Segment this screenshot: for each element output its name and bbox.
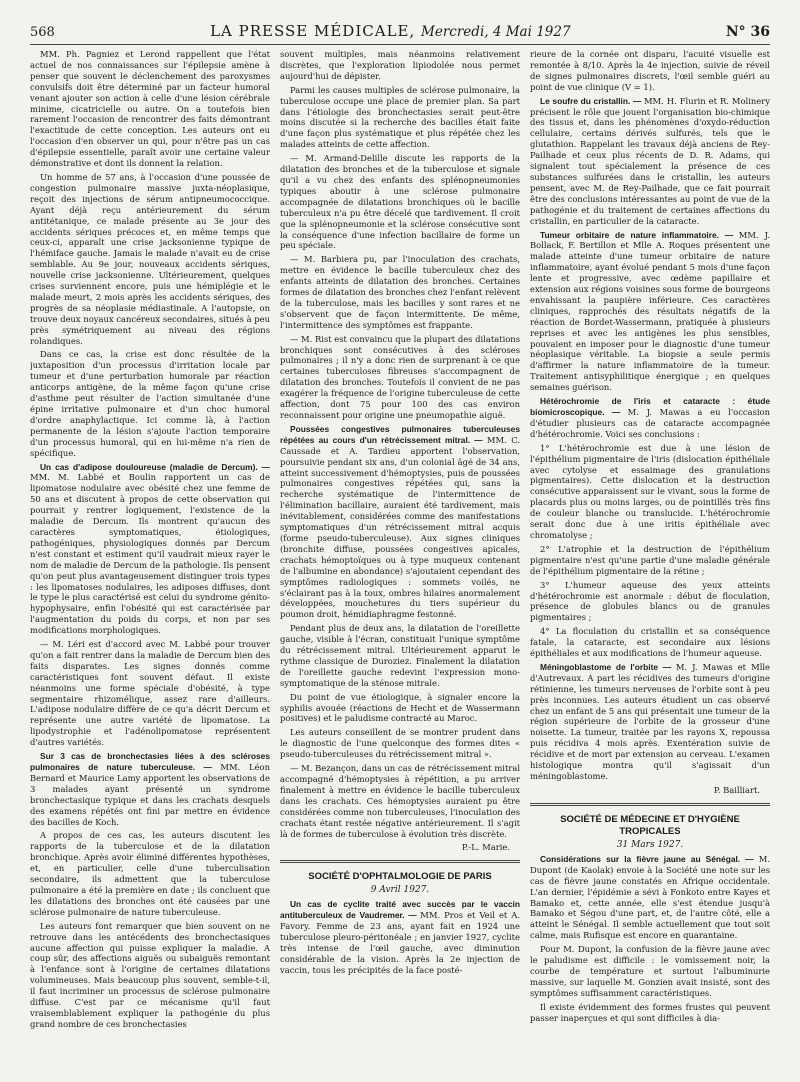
body-paragraph: — M. Léri est d'accord avec M. Labbé pour trouver qu'on a fait rentrer dans la maladie de Dercum bien des faits disparates. Les signes donnés comme caractéristiques font souvent défaut. Il existe néanmoins une forme spéciale d'obésité, à type segmentaire rhizomélique, assez rare d'ailleurs. L'adipose nodulaire diffère de ce qu'a décrit Dercum et représente une autre variété de lipomatose. La lipodystrophie et l'adénolipomatose représentent d'autres variétés. <box>30 639 270 748</box>
communication-title: Poussées congestives pulmonaires tuberculeuses répétées au cours d'un rétrécissement mitral. — <box>280 423 520 445</box>
communication-paragraph: Considérations sur la fièvre jaune au Sénégal. — M. Dupont (de Kaolak) envoie à la Société une note sur les cas de fièvre jaune constatés en Afrique occidentale. L'an dernier, l'épidémie a sévi à Fonkoto entre Kayes et Bamako et, cette année, elle s'est étendue jusqu'à Bamako et Ségou d'une part, et, de l'autre côté, elle a atteint le Sénégal. Il semble actuellement que tout soit calme, mais Rufisque est encore en quarantaine. <box>530 853 770 941</box>
communication-paragraph: Sur 3 cas de bronchectasies liées à des scléroses pulmonaires de nature tuberculeuse. — MM. Léon Bernard et Maurice Lamy apportent les observations de 3 malades ayant présenté un syndrome bronchectasique typique et dans les crachats desquels des examens répétés ont fini par mettre en évidence des bacilles de Koch. <box>30 751 270 827</box>
body-paragraph: Parmi les causes multiples de sclérose pulmonaire, la tuberculose occupe une place de premier plan. Sa part dans l'étiologie des bronchectasies serait peut-être moins discutée si la recherche des bacilles était faite d'une façon plus systématique et plus répétée chez les malades atteints de cette affection. <box>280 84 520 150</box>
body-paragraph: Un homme de 57 ans, à l'occasion d'une poussée de congestion pulmonaire massive juxta-néoplasique, reçoit des injections de sérum antipneumococcique. Ayant déjà reçu antérieurement du sérum antitétanique, ce malade présente au 3e jour des accidents sériques précoces et, en même temps que ceux-ci, apparaît une crise jacksonienne typique de l'hémiface gauche. Jamais le malade n'avait eu de crise semblable. Au 9e jour, nouveaux accidents sériques, nouvelle crise jacksonienne. Ultérieurement, quelques crises surviennent encore, puis une hémiplégie et le malade meurt, 2 mois après les accidents sériques, des progrès de sa néoplasie médiastinale. A l'autopsie, on trouve deux noyaux cancéreux secondaires, situés à peu près symétriquement au niveau des régions rolandiques. <box>30 171 270 346</box>
body-paragraph: — M. Barbiera pu, par l'inoculation des crachats, mettre en évidence le bacille tuberculeux chez des enfants atteints de dilatation des bronches. Certaines formes de dilatation des bronches chez l'enfant relèvent de la tuberculose, mais les bacilles y sont rares et ne s'observent que de façon intermittente. De même, l'intermittence des symptômes est frappante. <box>280 254 520 330</box>
issue-number: N° 36 <box>725 24 770 40</box>
communication-paragraph: Hétérochromie de l'iris et cataracte : étude biomicroscopique. — M. J. Mawas a eu l'occasion d'étudier plusieurs cas de cataracte accompagnée d'hétérochromie. Voici ses conclusions : <box>530 396 770 439</box>
communication-title: Sur 3 cas de bronchectasies liées à des scléroses pulmonaires de nature tuberculeuse. — <box>30 751 270 772</box>
body-paragraph: 1° L'hétérochromie est due à une lésion de l'épithélium pigmentaire de l'iris (dislocation épithéliale avec cytolyse et essaimage des granulations pigmentaires). Cette dislocation et la destruction consécutive apparaissent sur le vivant, sous la forme de placards plus ou moins larges, ou de pointillés très fins de couleur blanche ou translucide. L'hétérochromie serait donc due à une iritis épithéliale avec chromatolyse ; <box>530 442 770 540</box>
body-paragraph: Du point de vue étiologique, à signaler encore la syphilis avouée (réactions de Hecht et de Wassermann positives) et le paludisme contracté au Maroc. <box>280 691 520 724</box>
body-paragraph: Il existe évidemment des formes frustes qui peuvent passer inaperçues et qui sont difficiles à dia- <box>530 1001 770 1023</box>
section-rule <box>280 860 520 863</box>
society-heading: SOCIÉTÉ DE MÉDECINE ET D'HYGIÈNE TROPICALES <box>560 813 740 837</box>
body-paragraph: 4° La floculation du cristallin et sa conséquence fatale, la cataracte, est secondaire aux lésions épithéliales et aux modifications de l'humeur aqueuse. <box>530 626 770 659</box>
communication-title: Tumeur orbitaire de nature inflammatoire. — <box>540 229 739 240</box>
session-date: 9 Avril 1927. <box>370 885 430 896</box>
body-paragraph: Les auteurs font remarquer que bien souvent on ne retrouve dans les antécédents des bronchectasiques aucune affection qui puisse expliquer la maladie. A coup sûr, des affections aiguës ou subaiguës remontant à l'enfance sont à l'origine de certaines dilatations volumineuses. Mais beaucoup plus souvent, semble-t-il, il faut incriminer un processus de sclérose pulmonaire diffuse. C'est par ce mécanisme qu'il faut vraisemblablement expliquer la pathogénie du plus grand nombre de ces bronchectasies <box>30 920 270 1029</box>
article-columns <box>30 49 770 1079</box>
communication-title: Hétérochromie de l'iris et cataracte : étude biomicroscopique. — <box>530 396 770 417</box>
communication-title: Considérations sur la fièvre jaune au Sénégal. — <box>540 853 759 864</box>
author-signature: P.-L. Marie. <box>461 842 510 853</box>
journal-title <box>210 22 570 40</box>
body-paragraph: 3° L'humeur aqueuse des yeux atteints d'hétérochromie est anormale : début de floculation, présence de globules blancs ou de granules pigmentaires ; <box>530 579 770 623</box>
communication-paragraph: Méningoblastome de l'orbite — M. J. Mawas et Mlle d'Autrevaux. A part les récidives des tumeurs d'origine rétinienne, les tumeurs nerveuses de l'orbite sont à peu près inconnues. Les auteurs étudient un cas observé chez un enfant de 5 ans qui présentait une tumeur de la région supérieure de l'orbite de la grosseur d'une noisette. La tumeur, traitée par les rayons X, repoussa puis récidiva 4 mois après. Exentération suivie de récidive et de mort par extension au cerveau. L'examen histologique montra qu'il s'agissait d'un méningoblastome. <box>530 661 770 781</box>
society-heading: SOCIÉTÉ D'OPHTALMOLOGIE DE PARIS <box>308 871 492 883</box>
communication-title: Méningoblastome de l'orbite — <box>540 661 676 672</box>
body-paragraph: 2° L'atrophie et la destruction de l'épithélium pigmentaire n'est qu'une partie d'une maladie générale de l'épithélium pigmentaire de la rétine ; <box>530 543 770 576</box>
body-paragraph: rieure de la cornée ont disparu, l'acuité visuelle est remontée à 8/10. Après la 4e injection, suivie de réveil de signes pulmonaires discrets, l'œil semble guéri au point de vue clinique (V = 1). <box>530 49 770 92</box>
body-paragraph: Dans ce cas, la crise est donc résultée de la juxtaposition d'un processus d'irritation locale par tumeur et d'une perturbation humorale par réaction anticorps antigène, de la même façon qu'une crise d'asthme peut résulter de l'action simultanée d'une épine irritative pulmonaire et d'un choc humoral d'ordre anaphylactique. Ici comme là, à l'action permanente de la lésion s'ajoute l'action temporaire d'un processus humoral, qui en lui-même n'a rien de spécifique. <box>30 349 270 458</box>
author-signature: P. Bailliart. <box>713 784 760 795</box>
column-middle <box>280 49 520 1079</box>
body-paragraph: souvent multiples, mais néanmoins relativement discrètes, que l'exploration lipiodolée nous permet aujourd'hui de dépister. <box>280 49 520 81</box>
body-paragraph: — M. Rist est convaincu que la plupart des dilatations bronchiques sont consécutives à des scléroses pulmonaires ; il n'y a donc rien de surprenant à ce que certaines tuberculoses fibreuses s'accompagnent de dilatation des bronches. Toutefois il convient de ne pas exagérer la fréquence de l'origine tuberculeuse de cette affection, dont 75 pour 100 des cas environ reconnaissent pour origine une pneumopathie aiguë. <box>280 333 520 420</box>
session-date: 31 Mars 1927. <box>616 839 684 850</box>
body-paragraph: A propos de ces cas, les auteurs discutent les rapports de la tuberculose et de la dilatation bronchique. Après avoir éliminé différentes hypothèses, et, en particulier, celle d'une tuberculisation secondaire, ils admettent que la tuberculose pulmonaire a été la première en date ; ils concluent que les dilatations des bronches ont été causées par une sclérose pulmonaire de nature tuberculeuse. <box>30 830 270 917</box>
running-header <box>30 22 770 45</box>
issue-date: Mercredi, 4 Mai 1927 <box>421 24 571 40</box>
communication-paragraph: Un cas d'adipose douloureuse (maladie de Dercum). — MM. M. Labbé et Boulin rapportent un cas de lipomatose nodulaire avec obésité chez une femme de 50 ans et discutent à propos de cette observation qui pourrait y rentrer logiquement, l'existence de la maladie de Dercum. Ils montrent qu'aucun des caractères symptomatiques, étiologiques, pathogéniques, physiologiques donnés par Dercum n'est constant et estiment qu'il vaudrait mieux rayer le nom de maladie de Dercum de la pathologie. Ils pensent qu'on peut plus avantageusement distinguer trois types : les lipomatoses nodulaires, les adiposes diffuses, dont le type le plus caractérisé est celui du syndrome génito-hypophysaire, enfin l'obésité qui est caractérisée par l'augmentation du poids du corps, et non par ses modifications morphologiques. <box>30 461 270 636</box>
body-paragraph: MM. Ph. Pagniez et Lerond rappellent que l'état actuel de nos connaissances sur l'épilepsie amène à penser que souvent le déclenchement des paroxysmes convulsifs doit être déterminé par un facteur humoral venant ajouter son action à celle d'une lésion cérébrale minime, cicatricielle ou autre. On a toutefois bien rarement l'occasion de rencontrer des faits démontrant l'exactitude de cette conception. Les auteurs ont eu l'occasion d'en observer un qui, pour n'être pas un cas d'épilepsie essentielle, paraît avoir une certaine valeur démonstrative et dont ils donnent la relation. <box>30 49 270 169</box>
body-paragraph: Les auteurs conseillent de se montrer prudent dans le diagnostic de l'une quelconque des formes dites « pseudo-tuberculeuses du rétrécissement mitral ». <box>280 727 520 760</box>
body-paragraph: Pendant plus de deux ans, la dilatation de l'oreillette gauche, visible à l'écran, constituait l'unique symptôme du rétrécissement mitral. Ultérieurement apparut le rythme classique de Duroziez. Finalement la dilatation de l'oreillette gauche redevint l'expression mono-symptomatique de la sténose mitrale. <box>280 623 520 688</box>
communication-title: Un cas de cyclite traité avec succès par le vaccin antituberculeux de Vaudremer. — <box>280 899 520 921</box>
communication-title: Un cas d'adipose douloureuse (maladie de Dercum). — <box>40 461 270 472</box>
communication-paragraph: Tumeur orbitaire de nature inflammatoire. — MM. J. Bollack, F. Bertillon et Mlle A. Roques présentent une malade atteinte d'une tumeur orbitaire de nature inflammatoire, ayant évolué pendant 5 mois d'une façon lente et progressive, avec œdème papillaire et extension aux régions voisines sous forme de bourgeons envahissant la paupière inférieure. Ces caractères cliniques, rapprochés des résultats négatifs de la réaction de Bordet-Wassermann, pratiquée à plusieurs reprises et avec les antigènes les plus sensibles, pouvaient en imposer pour le diagnostic d'une tumeur néoplasique véritable. La biopsie a seule permis d'affirmer la nature inflammatoire de la tumeur. Traitement antisyphilitique énergique ; en quelques semaines guérison. <box>530 229 770 393</box>
column-right <box>530 49 770 1079</box>
communication-paragraph: Poussées congestives pulmonaires tuberculeuses répétées au cours d'un rétrécissement mitral. — MM. C. Caussade et A. Tardieu apportent l'observation, poursuivie pendant six ans, d'un colonial âgé de 34 ans, atteint successivement d'hémoptysies, puis de poussées pulmonaires congestives répétées qui, sans la recherche systématique de l'intermittence de l'élimination bacillaire, auraient été tardivement, mais inévitablement, considérées comme des manifestations symptomatiques d'un rétrécissement mitral acquis (forme pseudo-tuberculeuse). Aux signes cliniques (bronchite diffuse, poussées congestives apicales, crachats hémoptoïques ou à type muqueux contenant de l'albumine en abondance) s'ajoutaient cependant des symptômes radiologiques : sommets voilés, ne s'éclairant pas à la toux, ombres hilaires anormalement développées, mouchetures du tiers supérieur du poumon droit, hémidiaphragme festonné. <box>280 423 520 620</box>
communication-paragraph: Un cas de cyclite traité avec succès par le vaccin antituberculeux de Vaudremer. — MM. Pros et Veil et A. Favory. Femme de 23 ans, ayant fait en 1924 une tuberculose pleuro-péritonéale ; en janvier 1927, cyclite très intense de l'œil gauche, avec diminution considérable de la vision. Après la 2e injection de vaccin, tous les précipités de la face posté- <box>280 899 520 975</box>
section-rule <box>530 803 770 806</box>
body-paragraph: — M. Armand-Delille discute les rapports de la dilatation des bronches et de la tuberculose et signale qu'il a vu chez des enfants des splénopneumonies typiques aboutir à une sclérose pulmonaire accompagnée de dilatations bronchiques où le bacille tuberculeux n'a pu être décelé que tardivement. Il croit que la splénopneumonie et la sclérose consécutive sont la conséquence d'une infection bacillaire de forme un peu spéciale. <box>280 153 520 251</box>
journal-name: LA PRESSE MÉDICALE, <box>210 22 416 40</box>
body-paragraph: Pour M. Dupont, la confusion de la fièvre jaune avec le paludisme est difficile : le vomissement noir, la courbe de température et surtout l'albuminurie massive, sur laquelle M. Gonzien avait insisté, sont des symptômes suffisamment caractéristiques. <box>530 944 770 998</box>
body-paragraph: — M. Bezançon, dans un cas de rétrécissement mitral accompagné d'hémoptysies à répétition, a pu arriver finalement à mettre en évidence le bacille tuberculeux dans les crachats. Ces hémoptysies auraient pu être considérées comme non tuberculeuses, l'inoculation des crachats étant restée négative antérieurement. Il s'agit là de formes de tuberculose à évolution très discrète. <box>280 763 520 839</box>
communication-paragraph: Le soufre du cristallin. — MM. H. Flurin et R. Molinery précisent le rôle que jouent l'organisation bio-chimique des tissus et, dans les phénomènes d'oxydo-réduction cellulaire, certains dérivés sulfurés, tels que le glutathion. Rappelant les travaux déjà anciens de Rey-Pailhade et ceux plus récents de D. R. Adams, qui signalent tout spécialement la présence de ces substances sulfurées dans le cristallin, les auteurs pensent, avec M. de Rey-Pailhade, que ce fait pourrait être des conclusions intéressantes au point de vue de la pathogénie et du traitement de certaines affections du cristallin, en particulier de la cataracte. <box>530 95 770 226</box>
column-left <box>30 49 270 1079</box>
communication-title: Le soufre du cristallin. — <box>540 95 644 106</box>
page-number: 568 <box>30 25 55 40</box>
